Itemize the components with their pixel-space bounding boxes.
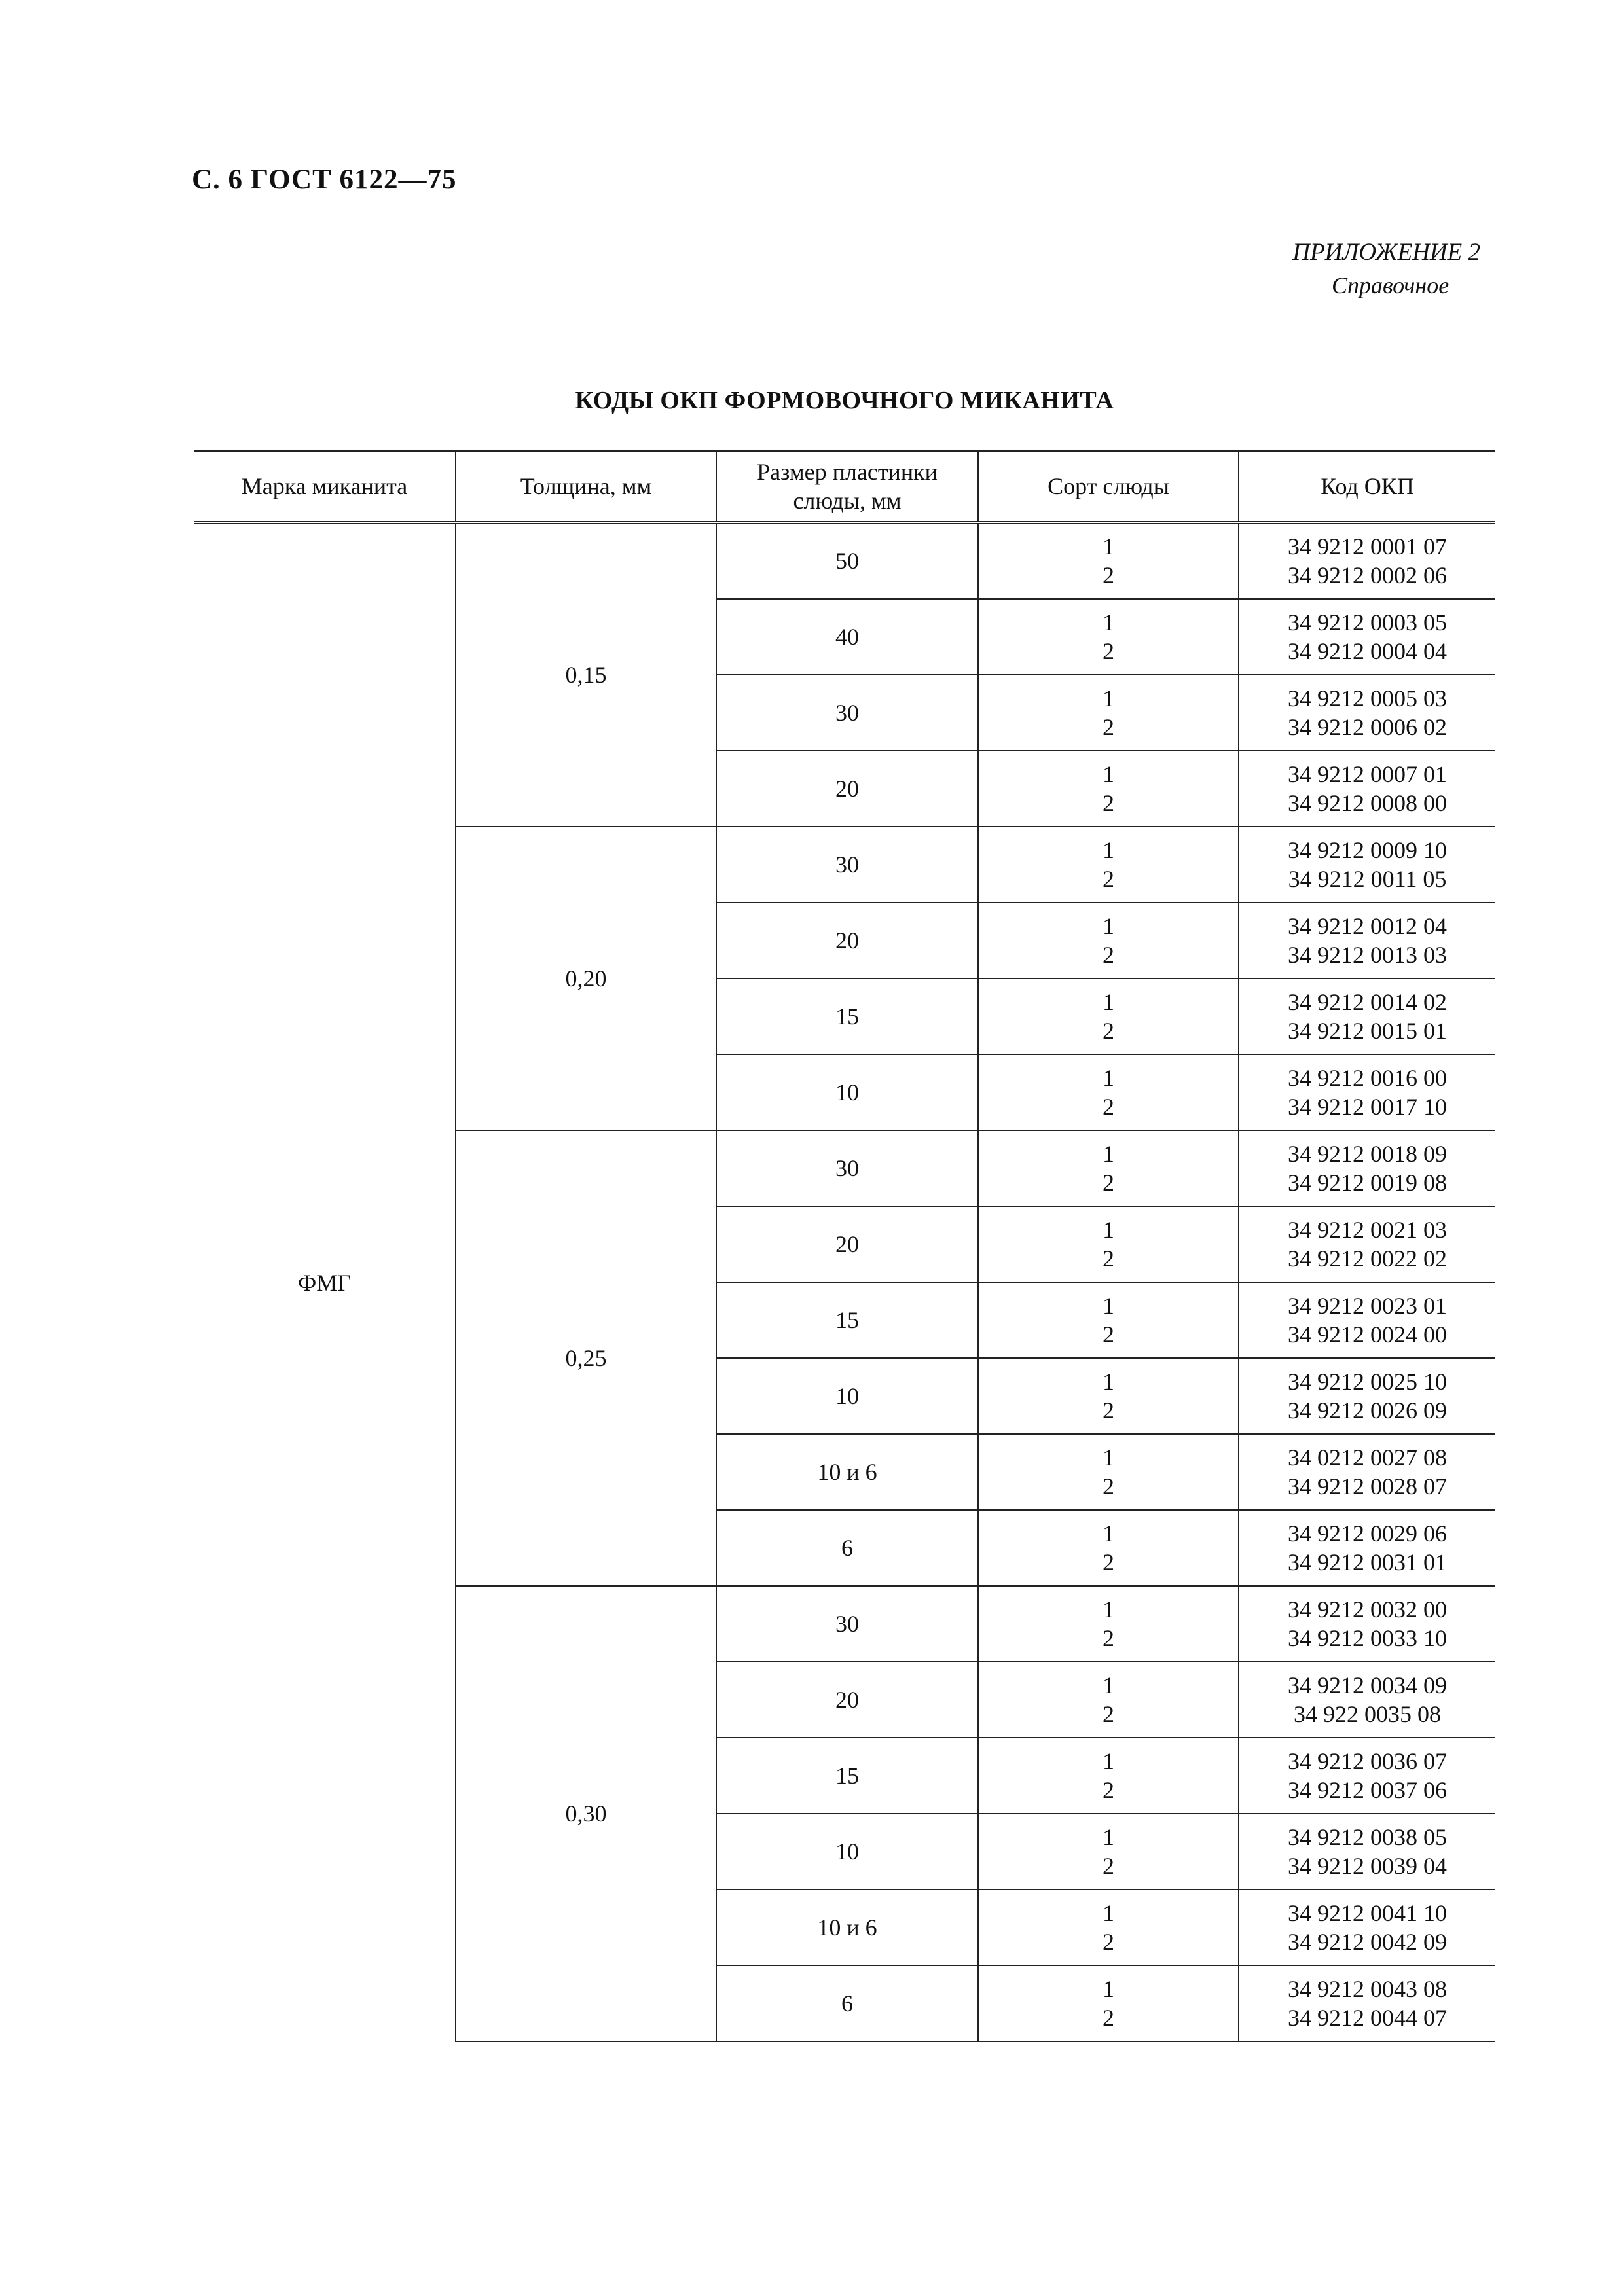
mica-grade-value: 2 bbox=[1103, 1700, 1114, 1727]
table-title: КОДЫ ОКП ФОРМОВОЧНОГО МИКАНИТА bbox=[575, 387, 1114, 414]
okp-code-cell bbox=[1239, 1206, 1495, 1282]
mica-grade-value: 1 bbox=[1103, 1748, 1114, 1774]
plate-size-cell: 30 bbox=[716, 1586, 978, 1662]
table-row bbox=[194, 523, 1495, 599]
okp-codes-table bbox=[194, 450, 1495, 2042]
okp-code-value: 34 9212 0012 04 bbox=[1288, 912, 1447, 939]
okp-code-value: 34 9212 0039 04 bbox=[1288, 1852, 1447, 1879]
plate-size-cell: 50 bbox=[716, 523, 978, 599]
column-header-okp-code: Код ОКП bbox=[1239, 451, 1495, 523]
mica-grade-cell bbox=[978, 1206, 1239, 1282]
okp-code-cell bbox=[1239, 1054, 1495, 1130]
mica-grade-value: 2 bbox=[1103, 1473, 1114, 1499]
mica-grade-cell bbox=[978, 1738, 1239, 1814]
mica-grade-value: 1 bbox=[1103, 1064, 1114, 1091]
okp-code-value: 34 9212 0001 07 bbox=[1288, 533, 1447, 560]
okp-code-value: 34 922 0035 08 bbox=[1294, 1700, 1441, 1727]
plate-size-cell: 10 и 6 bbox=[716, 1434, 978, 1510]
plate-size-cell: 10 bbox=[716, 1054, 978, 1130]
mica-grade-cell bbox=[978, 1130, 1239, 1206]
okp-code-value: 34 9212 0024 00 bbox=[1288, 1321, 1447, 1348]
mica-grade-value: 1 bbox=[1103, 988, 1114, 1015]
plate-size-cell: 15 bbox=[716, 978, 978, 1054]
okp-code-value: 34 9212 0007 01 bbox=[1288, 761, 1447, 787]
mica-grade-value: 1 bbox=[1103, 1140, 1114, 1167]
okp-code-value: 34 9212 0037 06 bbox=[1288, 1776, 1447, 1803]
okp-code-value: 34 9212 0013 03 bbox=[1288, 941, 1447, 968]
mica-grade-value: 1 bbox=[1103, 1216, 1114, 1243]
okp-code-value: 34 9212 0025 10 bbox=[1288, 1368, 1447, 1395]
mica-grade-cell bbox=[978, 523, 1239, 599]
plate-size-cell: 10 bbox=[716, 1358, 978, 1434]
mica-grade-value: 1 bbox=[1103, 1520, 1114, 1547]
okp-code-cell bbox=[1239, 1434, 1495, 1510]
mica-grade-cell bbox=[978, 1814, 1239, 1890]
column-header-brand: Марка миканита bbox=[194, 451, 456, 523]
plate-size-cell: 30 bbox=[716, 827, 978, 903]
mica-grade-value: 2 bbox=[1103, 1245, 1114, 1272]
plate-size-cell: 15 bbox=[716, 1282, 978, 1358]
mica-grade-cell bbox=[978, 1586, 1239, 1662]
okp-code-value: 34 9212 0041 10 bbox=[1288, 1899, 1447, 1926]
okp-code-value: 34 9212 0019 08 bbox=[1288, 1169, 1447, 1196]
mica-grade-value: 1 bbox=[1103, 1596, 1114, 1623]
okp-code-value: 34 9212 0031 01 bbox=[1288, 1549, 1447, 1575]
okp-code-value: 34 9212 0008 00 bbox=[1288, 789, 1447, 816]
mica-grade-cell bbox=[978, 1965, 1239, 2041]
mica-grade-value: 2 bbox=[1103, 1017, 1114, 1044]
okp-code-cell bbox=[1239, 903, 1495, 978]
okp-code-value: 34 9212 0005 03 bbox=[1288, 685, 1447, 711]
okp-code-value: 34 9212 0022 02 bbox=[1288, 1245, 1447, 1272]
okp-code-cell bbox=[1239, 1814, 1495, 1890]
okp-code-value: 34 9212 0018 09 bbox=[1288, 1140, 1447, 1167]
mica-grade-value: 1 bbox=[1103, 1672, 1114, 1698]
mica-grade-value: 1 bbox=[1103, 1975, 1114, 2002]
okp-code-cell bbox=[1239, 1890, 1495, 1965]
plate-size-cell: 30 bbox=[716, 675, 978, 751]
mica-grade-value: 1 bbox=[1103, 533, 1114, 560]
okp-code-value: 34 9212 0028 07 bbox=[1288, 1473, 1447, 1499]
okp-code-value: 34 9212 0015 01 bbox=[1288, 1017, 1447, 1044]
mica-grade-value: 1 bbox=[1103, 685, 1114, 711]
mica-grade-value: 1 bbox=[1103, 912, 1114, 939]
table-body bbox=[194, 523, 1495, 2041]
mica-grade-value: 2 bbox=[1103, 865, 1114, 892]
mica-grade-value: 2 bbox=[1103, 1549, 1114, 1575]
okp-code-value: 34 9212 0042 09 bbox=[1288, 1928, 1447, 1955]
mica-grade-value: 2 bbox=[1103, 1321, 1114, 1348]
mica-grade-value: 2 bbox=[1103, 1624, 1114, 1651]
mica-grade-value: 1 bbox=[1103, 609, 1114, 636]
column-header-plate-size: Размер пластинки слюды, мм bbox=[716, 451, 978, 523]
plate-size-cell: 20 bbox=[716, 1206, 978, 1282]
mica-grade-value: 2 bbox=[1103, 1928, 1114, 1955]
mica-grade-cell bbox=[978, 599, 1239, 675]
okp-code-value: 34 9212 0021 03 bbox=[1288, 1216, 1447, 1243]
okp-code-cell bbox=[1239, 523, 1495, 599]
okp-code-value: 34 9212 0017 10 bbox=[1288, 1093, 1447, 1120]
mica-grade-value: 2 bbox=[1103, 941, 1114, 968]
okp-code-value: 34 9212 0011 05 bbox=[1288, 865, 1447, 892]
okp-code-value: 34 9212 0016 00 bbox=[1288, 1064, 1447, 1091]
okp-code-cell bbox=[1239, 1130, 1495, 1206]
okp-code-cell bbox=[1239, 1586, 1495, 1662]
mica-grade-value: 1 bbox=[1103, 1899, 1114, 1926]
okp-code-value: 34 9212 0014 02 bbox=[1288, 988, 1447, 1015]
mica-grade-value: 1 bbox=[1103, 1292, 1114, 1319]
okp-code-value: 34 9212 0043 08 bbox=[1288, 1975, 1447, 2002]
okp-code-cell bbox=[1239, 1738, 1495, 1814]
column-header-mica-grade: Сорт слюды bbox=[978, 451, 1239, 523]
mica-grade-cell bbox=[978, 1054, 1239, 1130]
thickness-cell: 0,20 bbox=[456, 827, 716, 1130]
okp-code-cell bbox=[1239, 1282, 1495, 1358]
plate-size-cell: 6 bbox=[716, 1510, 978, 1586]
okp-code-cell bbox=[1239, 827, 1495, 903]
okp-code-cell bbox=[1239, 1358, 1495, 1434]
okp-code-cell bbox=[1239, 599, 1495, 675]
mica-grade-cell bbox=[978, 751, 1239, 827]
plate-size-cell: 6 bbox=[716, 1965, 978, 2041]
thickness-cell: 0,15 bbox=[456, 523, 716, 827]
mica-grade-cell bbox=[978, 978, 1239, 1054]
mica-grade-value: 2 bbox=[1103, 1776, 1114, 1803]
okp-code-value: 34 9212 0023 01 bbox=[1288, 1292, 1447, 1319]
plate-size-cell: 40 bbox=[716, 599, 978, 675]
okp-code-value: 34 9212 0036 07 bbox=[1288, 1748, 1447, 1774]
table-header-row bbox=[194, 451, 1495, 523]
okp-code-value: 34 9212 0029 06 bbox=[1288, 1520, 1447, 1547]
mica-grade-value: 1 bbox=[1103, 1823, 1114, 1850]
mica-grade-value: 2 bbox=[1103, 2004, 1114, 2031]
brand-cell: ФМГ bbox=[297, 1269, 352, 1296]
okp-code-cell bbox=[1239, 1965, 1495, 2041]
column-header-thickness: Толщина, мм bbox=[456, 451, 716, 523]
okp-code-value: 34 9212 0003 05 bbox=[1288, 609, 1447, 636]
mica-grade-cell bbox=[978, 1434, 1239, 1510]
mica-grade-value: 1 bbox=[1103, 761, 1114, 787]
okp-code-cell bbox=[1239, 1510, 1495, 1586]
okp-code-cell bbox=[1239, 1662, 1495, 1738]
okp-code-value: 34 9212 0033 10 bbox=[1288, 1624, 1447, 1651]
appendix-label bbox=[1087, 236, 1480, 302]
mica-grade-value: 2 bbox=[1103, 562, 1114, 589]
mica-grade-value: 2 bbox=[1103, 713, 1114, 740]
okp-code-value: 34 9212 0002 06 bbox=[1288, 562, 1447, 589]
mica-grade-value: 2 bbox=[1103, 1093, 1114, 1120]
mica-grade-cell bbox=[978, 903, 1239, 978]
okp-code-value: 34 9212 0006 02 bbox=[1288, 713, 1447, 740]
okp-code-cell bbox=[1239, 978, 1495, 1054]
plate-size-cell: 20 bbox=[716, 751, 978, 827]
okp-code-value: 34 9212 0026 09 bbox=[1288, 1397, 1447, 1424]
mica-grade-value: 1 bbox=[1103, 836, 1114, 863]
plate-size-cell: 30 bbox=[716, 1130, 978, 1206]
okp-code-cell bbox=[1239, 675, 1495, 751]
mica-grade-value: 2 bbox=[1103, 1169, 1114, 1196]
mica-grade-cell bbox=[978, 1358, 1239, 1434]
okp-code-value: 34 9212 0034 09 bbox=[1288, 1672, 1447, 1698]
okp-code-value: 34 9212 0004 04 bbox=[1288, 637, 1447, 664]
okp-code-value: 34 9212 0044 07 bbox=[1288, 2004, 1447, 2031]
mica-grade-value: 2 bbox=[1103, 1852, 1114, 1879]
mica-grade-value: 2 bbox=[1103, 637, 1114, 664]
okp-code-value: 34 9212 0038 05 bbox=[1288, 1823, 1447, 1850]
plate-size-cell: 20 bbox=[716, 903, 978, 978]
mica-grade-cell bbox=[978, 1282, 1239, 1358]
plate-size-cell: 10 bbox=[716, 1814, 978, 1890]
page-header: С. 6 ГОСТ 6122—75 bbox=[192, 164, 457, 195]
mica-grade-cell bbox=[978, 1890, 1239, 1965]
mica-grade-cell bbox=[978, 1662, 1239, 1738]
mica-grade-value: 1 bbox=[1103, 1368, 1114, 1395]
appendix-title: ПРИЛОЖЕНИЕ 2 bbox=[1292, 239, 1480, 266]
plate-size-cell: 10 и 6 bbox=[716, 1890, 978, 1965]
mica-grade-cell bbox=[978, 675, 1239, 751]
thickness-cell: 0,25 bbox=[456, 1130, 716, 1586]
okp-code-value: 34 9212 0032 00 bbox=[1288, 1596, 1447, 1623]
mica-grade-value: 2 bbox=[1103, 1397, 1114, 1424]
mica-grade-value: 2 bbox=[1103, 789, 1114, 816]
mica-grade-cell bbox=[978, 1510, 1239, 1586]
okp-code-value: 34 0212 0027 08 bbox=[1288, 1444, 1447, 1471]
thickness-cell: 0,30 bbox=[456, 1586, 716, 2041]
plate-size-cell: 20 bbox=[716, 1662, 978, 1738]
mica-grade-value: 1 bbox=[1103, 1444, 1114, 1471]
okp-code-value: 34 9212 0009 10 bbox=[1288, 836, 1447, 863]
okp-code-cell bbox=[1239, 751, 1495, 827]
appendix-subtitle: Справочное bbox=[1332, 272, 1450, 298]
mica-grade-cell bbox=[978, 827, 1239, 903]
plate-size-cell: 15 bbox=[716, 1738, 978, 1814]
